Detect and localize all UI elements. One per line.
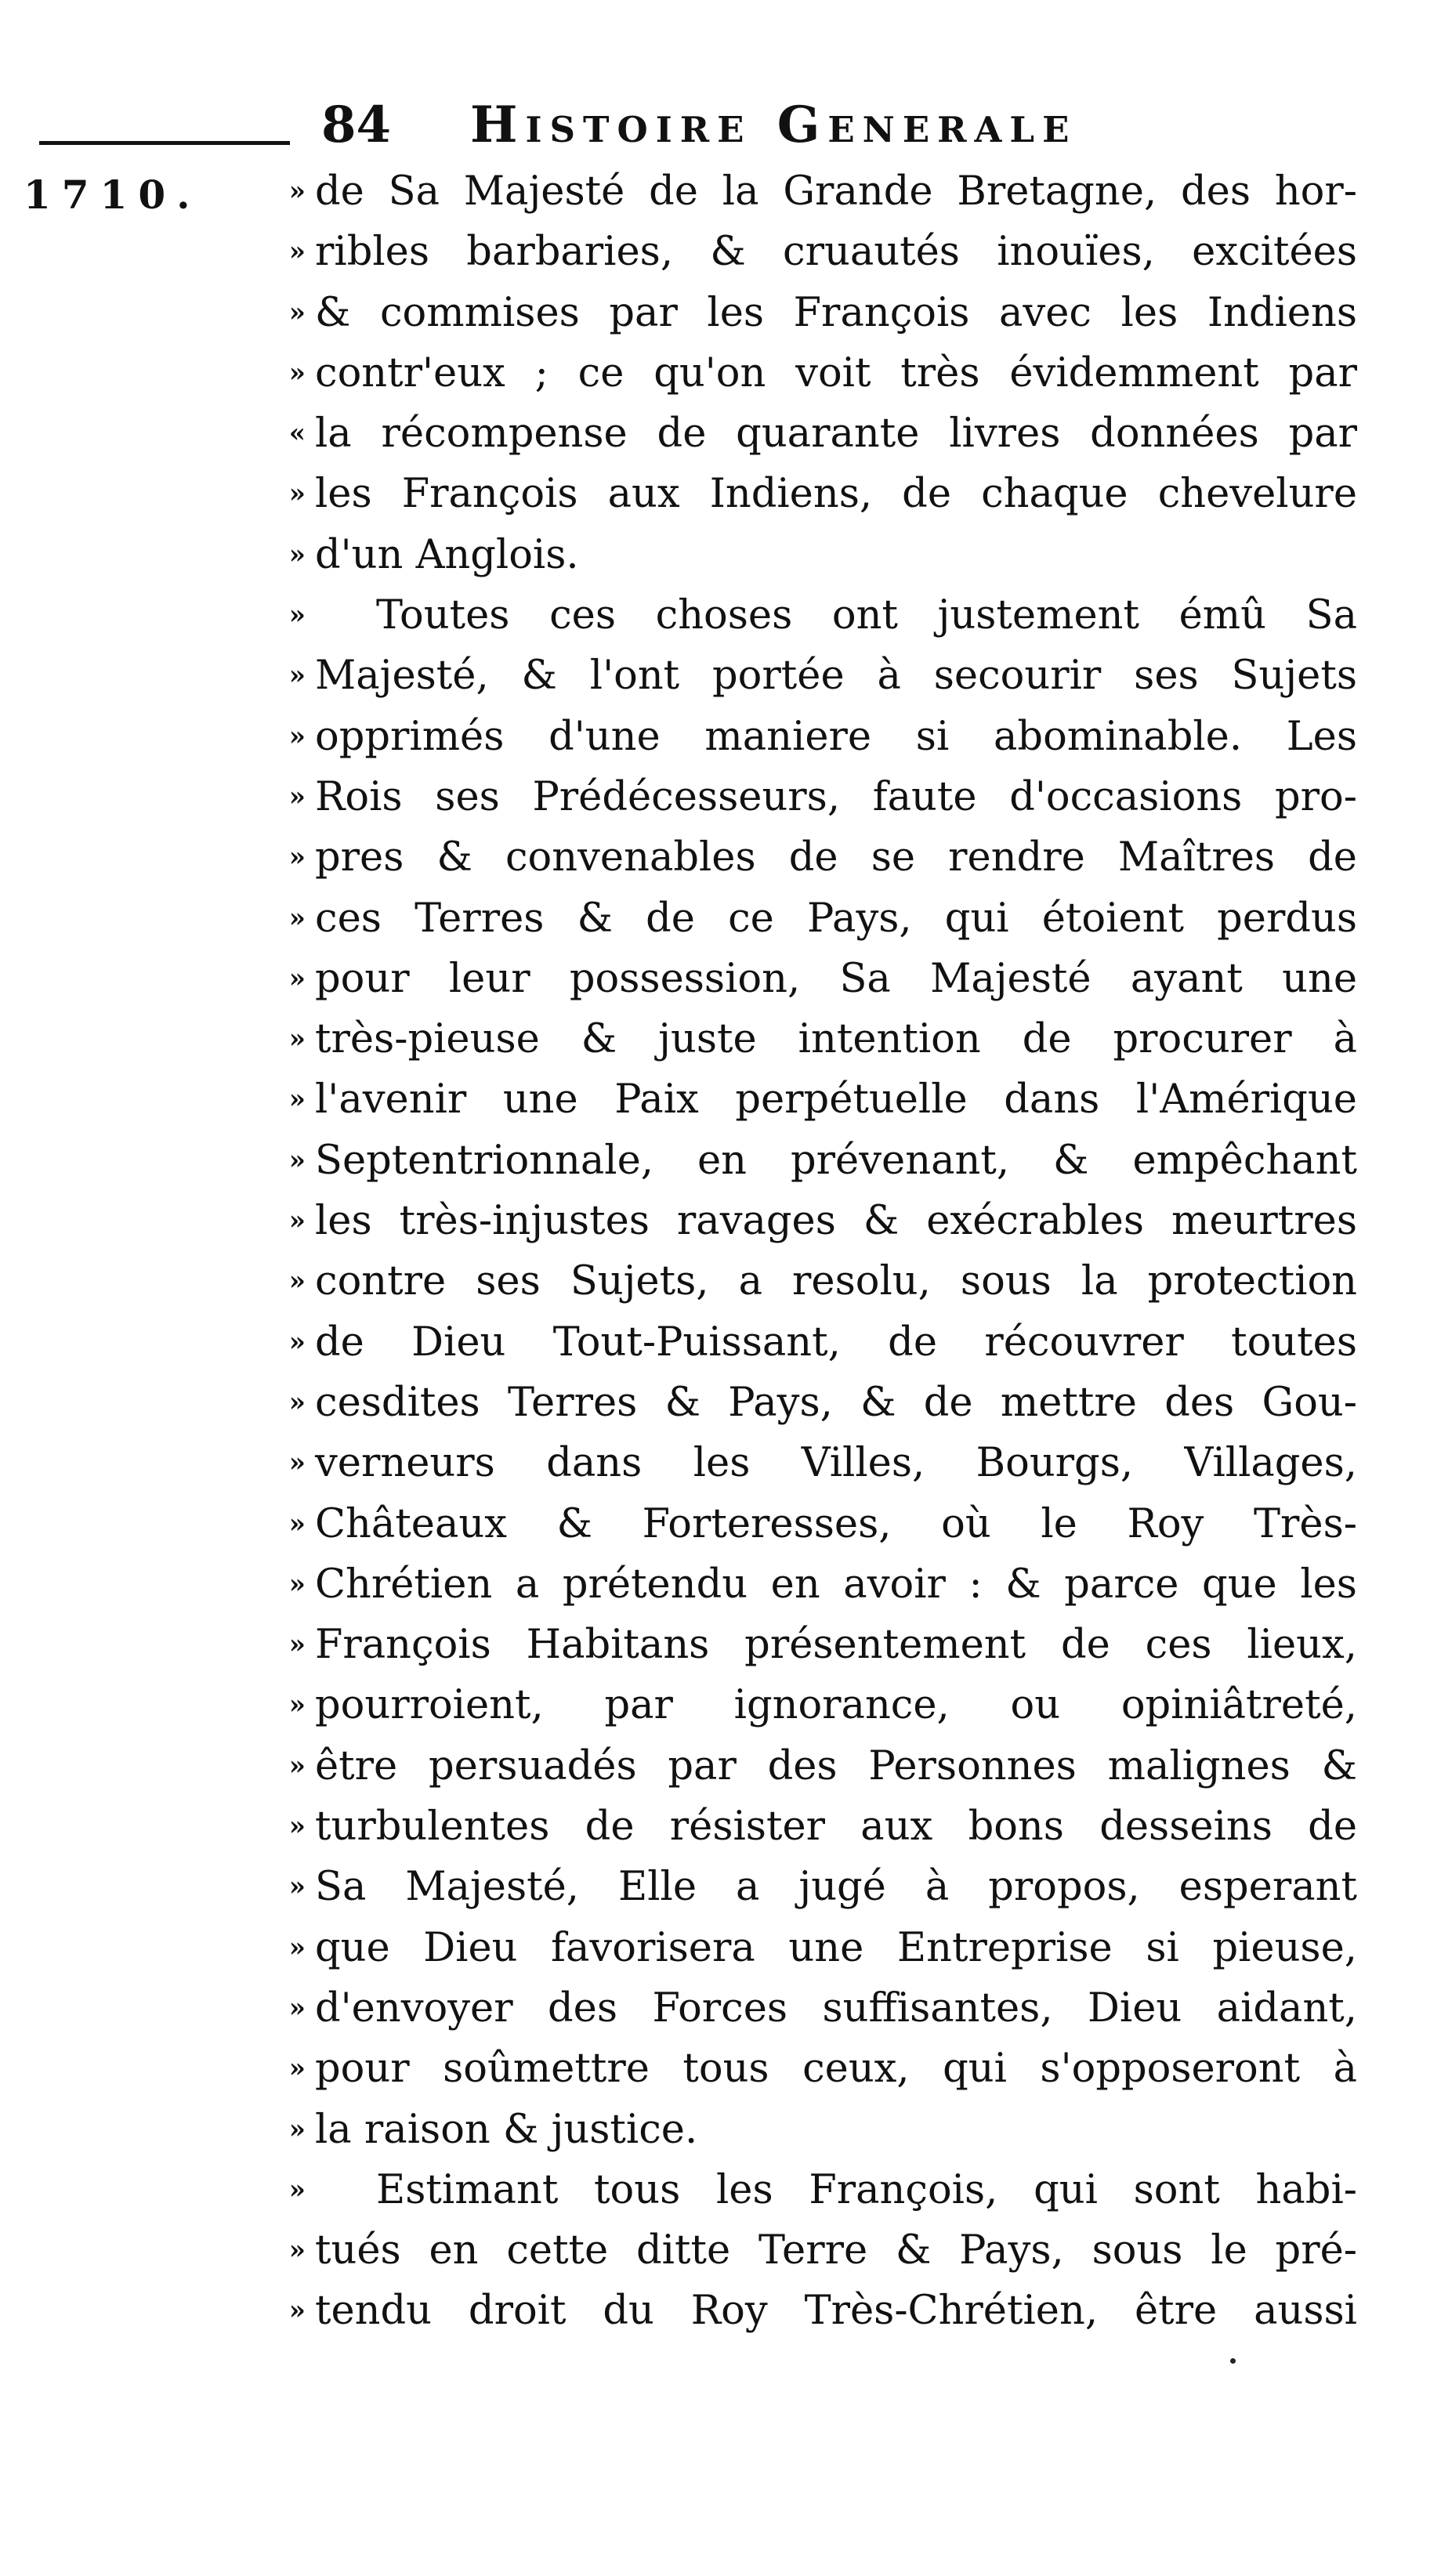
text-line [251, 767, 1363, 827]
line-text: l'avenir une Paix perpétuelle dans l'Amérique [315, 1076, 1357, 1123]
line-text: Septentrionnale, en prévenant, & empêchant [315, 1137, 1357, 1184]
quote-mark: » [288, 1386, 306, 1418]
text-line [251, 1069, 1363, 1130]
text-line [251, 585, 1363, 646]
line-text: Chrétien a prétendu en avoir : & parce que les [315, 1561, 1357, 1608]
line-text: d'un Anglois. [315, 531, 579, 578]
text-line [251, 222, 1363, 282]
line-text: François Habitans présentement de ces lieux, [315, 1622, 1357, 1669]
line-text: turbulentes de résister aux bons desseins de [315, 1804, 1357, 1851]
quote-mark: « [288, 418, 306, 450]
quote-mark: » [288, 1689, 306, 1721]
quote-mark: » [288, 1265, 306, 1297]
line-text: la raison & justice. [315, 2106, 698, 2153]
text-line [251, 1918, 1363, 1978]
text-line [251, 1615, 1363, 1675]
quote-mark: » [288, 962, 306, 994]
line-text: & commises par les François avec les Indiens [315, 289, 1357, 336]
text-line [251, 1796, 1363, 1857]
quote-mark: » [288, 1811, 306, 1843]
quote-mark: » [288, 1871, 306, 1903]
text-line [251, 403, 1363, 464]
text-line [251, 283, 1363, 343]
text-line [251, 2160, 1363, 2220]
quote-mark: » [288, 1931, 306, 1963]
line-text: de Dieu Tout-Puissant, de récouvrer toutes [315, 1319, 1357, 1366]
quote-mark: » [288, 841, 306, 874]
text-line [251, 2220, 1363, 2281]
text-line [251, 1978, 1363, 2039]
quote-mark: » [288, 902, 306, 934]
quote-mark: » [288, 780, 306, 812]
text-block [251, 161, 1363, 2342]
text-line [251, 2281, 1363, 2341]
line-text: très-pieuse & juste intention de procurer à [315, 1016, 1357, 1063]
quote-mark: » [288, 1023, 306, 1055]
line-text: tendu droit du Roy Très-Chrétien, être aussi [315, 2288, 1357, 2335]
line-text: ces Terres & de ce Pays, qui étoient perdus [315, 895, 1357, 942]
page-number: 84 [321, 96, 392, 154]
quote-mark: » [288, 599, 306, 631]
running-title: Histoire Generale [470, 96, 1077, 154]
line-text: que Dieu favorisera une Entreprise si pieuse, [315, 1924, 1357, 1971]
line-text: Rois ses Prédécesseurs, faute d'occasions pro- [315, 773, 1357, 820]
quote-mark: » [288, 538, 306, 570]
text-line [251, 707, 1363, 767]
line-text: être persuadés par des Personnes malignes & [315, 1742, 1357, 1789]
text-line [251, 1312, 1363, 1373]
text-line [251, 2100, 1363, 2160]
quote-mark: » [288, 2295, 306, 2327]
text-line [251, 2039, 1363, 2099]
head-rule [39, 141, 290, 145]
text-line [251, 1373, 1363, 1433]
quote-mark: » [288, 2173, 306, 2205]
quote-mark: » [288, 296, 306, 328]
line-text: tués en cette ditte Terre & Pays, sous le pré- [315, 2227, 1357, 2274]
quote-mark: » [288, 478, 306, 510]
quote-mark: » [288, 356, 306, 389]
line-text: de Sa Majesté de la Grande Bretagne, des hor- [315, 168, 1357, 215]
text-line [251, 1675, 1363, 1735]
line-text: les François aux Indiens, de chaque chevelure [315, 471, 1357, 518]
text-line [251, 1494, 1363, 1554]
quote-mark: » [288, 2234, 306, 2267]
quote-mark: » [288, 1447, 306, 1479]
text-line [251, 343, 1363, 403]
quote-mark: » [288, 236, 306, 268]
quote-mark: » [288, 1629, 306, 1661]
quote-mark: » [288, 1084, 306, 1116]
quote-mark: » [288, 720, 306, 752]
text-line [251, 525, 1363, 585]
line-text: contre ses Sujets, a resolu, sous la protection [315, 1258, 1357, 1305]
quote-mark: » [288, 1749, 306, 1782]
line-text: pres & convenables de se rendre Maîtres de [315, 834, 1357, 881]
quote-mark: » [288, 1326, 306, 1358]
margin-year: 1710. [24, 172, 201, 218]
line-text: Sa Majesté, Elle a jugé à propos, esperant [315, 1864, 1357, 1911]
line-text: contr'eux ; ce qu'on voit très évidemment par [315, 349, 1357, 396]
text-line [251, 1736, 1363, 1796]
running-head [31, 86, 1363, 165]
text-line [251, 161, 1363, 222]
text-line [251, 1191, 1363, 1251]
line-text: pour leur possession, Sa Majesté ayant une [315, 955, 1357, 1002]
line-text: pourroient, par ignorance, ou opiniâtreté, [315, 1682, 1357, 1729]
line-text: ribles barbaries, & cruautés inouïes, excitées [315, 229, 1357, 276]
text-line [251, 888, 1363, 949]
quote-mark: » [288, 2113, 306, 2145]
line-text: pour soûmettre tous ceux, qui s'opposeront à [315, 2046, 1357, 2093]
text-line [251, 1009, 1363, 1069]
quote-mark: » [288, 1205, 306, 1237]
line-text: verneurs dans les Villes, Bourgs, Villages, [315, 1440, 1357, 1487]
quote-mark: » [288, 660, 306, 692]
line-text: d'envoyer des Forces suffisantes, Dieu aidant, [315, 1984, 1357, 2031]
line-text: opprimés d'une maniere si abominable. Les [315, 713, 1357, 760]
ink-speck [1230, 2358, 1236, 2364]
quote-mark: » [288, 1568, 306, 1600]
quote-mark: » [288, 175, 306, 207]
line-text: cesdites Terres & Pays, & de mettre des Gou- [315, 1379, 1357, 1426]
line-text: les très-injustes ravages & exécrables meurtres [315, 1198, 1357, 1245]
quote-mark: » [288, 2053, 306, 2085]
text-line [251, 1131, 1363, 1191]
line-text: la récompense de quarante livres données par [315, 411, 1357, 458]
text-line [251, 464, 1363, 524]
text-line [251, 1554, 1363, 1615]
line-text: Estimant tous les François, qui sont habi- [376, 2166, 1357, 2213]
text-line [251, 1433, 1363, 1493]
line-text: Châteaux & Forteresses, où le Roy Très- [315, 1500, 1357, 1547]
text-line [251, 827, 1363, 888]
quote-mark: » [288, 1144, 306, 1176]
quote-mark: » [288, 1992, 306, 2024]
text-line [251, 949, 1363, 1009]
text-line [251, 1251, 1363, 1312]
text-line [251, 1857, 1363, 1917]
line-text: Toutes ces choses ont justement émû Sa [376, 592, 1357, 639]
text-line [251, 646, 1363, 706]
quote-mark: » [288, 1507, 306, 1539]
line-text: Majesté, & l'ont portée à secourir ses Sujets [315, 653, 1357, 700]
